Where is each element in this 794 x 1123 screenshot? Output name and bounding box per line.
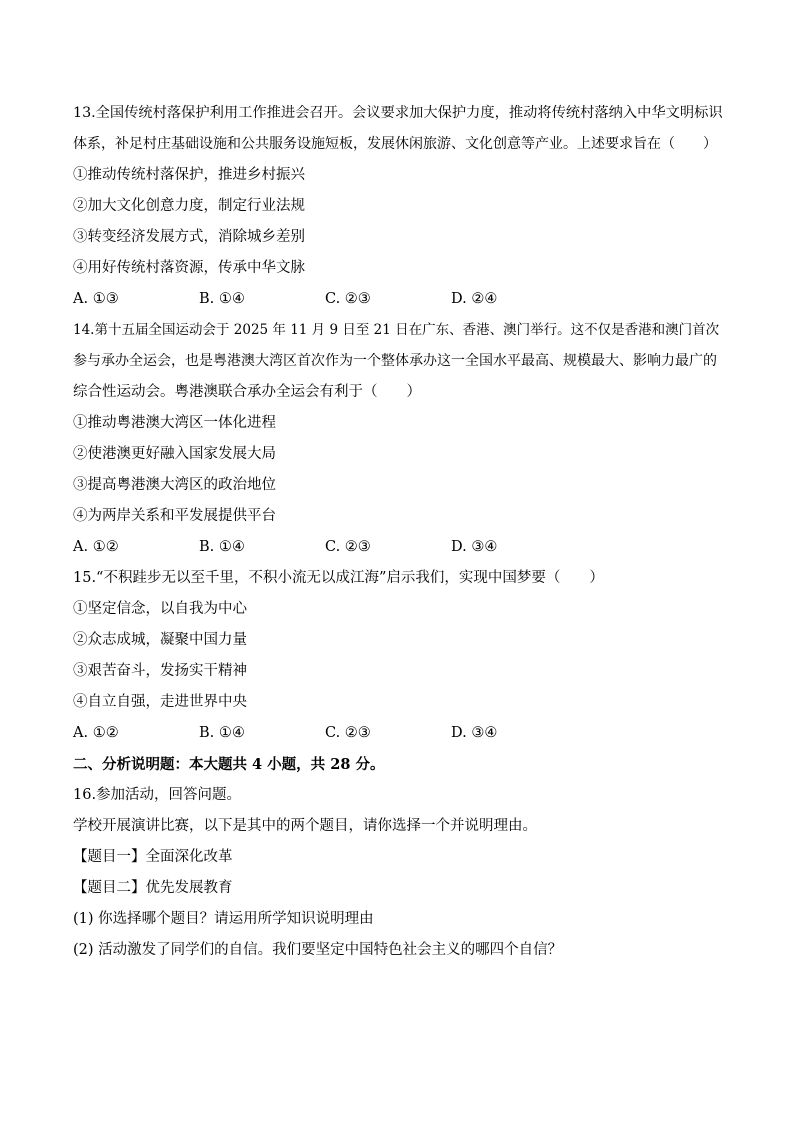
q16-subquestion-1: (1) 你选择哪个题目？请运用所学知识说明理由 [73, 911, 374, 927]
q14-item-4: ④为两岸关系和平发展提供平台 [73, 508, 276, 524]
q13-item-3: ③转变经济发展方式，消除城乡差别 [73, 229, 305, 245]
q15-option-d: D. ③④ [451, 725, 498, 741]
exam-page [73, 98, 723, 966]
question-16 [73, 780, 723, 966]
q13-option-b: B. ①④ [199, 291, 245, 307]
q14-stem-line-1: 14.第十五届全国运动会于 2025 年 11 月 9 日至 21 日在广东、香港、澳门举行。这不仅是香港和澳门首次 [73, 322, 720, 338]
q16-topic-1: 【题目一】全面深化改革 [73, 849, 233, 865]
q13-item-4: ④用好传统村落资源，传承中华文脉 [73, 260, 305, 276]
q15-option-c: C. ②③ [325, 725, 371, 741]
question-15 [73, 563, 723, 749]
q15-item-4: ④自立自强，走进世界中央 [73, 694, 247, 710]
q15-options [73, 718, 723, 749]
q14-stem-line-2: 参与承办全运会，也是粤港澳大湾区首次作为一个整体承办这一全国水平最高、规模最大、影响力最广的 [73, 353, 717, 369]
q13-options [73, 284, 723, 315]
q14-option-a: A. ①② [73, 539, 119, 555]
q16-stem: 16.参加活动，回答问题。 [73, 787, 242, 803]
q15-item-3: ③艰苦奋斗，发扬实干精神 [73, 663, 247, 679]
q15-stem-line-1: 15.“不积跬步无以至千里，不积小流无以成江海”启示我们，实现中国梦要（ ） [73, 570, 604, 586]
q14-option-b: B. ①④ [199, 539, 245, 555]
q14-stem-line-3: 综合性运动会。粤港澳联合承办全运会有利于（ ） [73, 384, 421, 400]
q14-item-1: ①推动粤港澳大湾区一体化进程 [73, 415, 276, 431]
q15-option-a: A. ①② [73, 725, 119, 741]
q13-item-1: ①推动传统村落保护，推进乡村振兴 [73, 167, 305, 183]
q13-item-2: ②加大文化创意力度，制定行业法规 [73, 198, 305, 214]
q14-options [73, 532, 723, 563]
q16-topic-2: 【题目二】优先发展教育 [73, 880, 233, 896]
question-14 [73, 315, 723, 563]
q14-item-3: ③提高粤港澳大湾区的政治地位 [73, 477, 276, 493]
q13-option-c: C. ②③ [325, 291, 371, 307]
q13-stem-line-2: 体系，补足村庄基础设施和公共服务设施短板，发展休闲旅游、文化创意等产业。上述要求旨在（ ） [73, 136, 717, 152]
q15-item-1: ①坚定信念，以自我为中心 [73, 601, 247, 617]
q13-option-d: D. ②④ [451, 291, 498, 307]
section-2-heading: 二、分析说明题：本大题共 4 小题，共 28 分。 [73, 756, 385, 773]
q13-option-a: A. ①③ [73, 291, 119, 307]
q16-subquestion-2: (2) 活动激发了同学们的自信。我们要坚定中国特色社会主义的哪四个自信？ [73, 942, 563, 958]
q16-intro: 学校开展演讲比赛，以下是其中的两个题目，请你选择一个并说明理由。 [73, 818, 537, 834]
q14-option-c: C. ②③ [325, 539, 371, 555]
q14-option-d: D. ③④ [451, 539, 498, 555]
q15-item-2: ②众志成城，凝聚中国力量 [73, 632, 247, 648]
q13-stem-line-1: 13.全国传统村落保护利用工作推进会召开。会议要求加大保护力度，推动将传统村落纳入中华文明标识 [73, 105, 723, 121]
q14-item-2: ②使港澳更好融入国家发展大局 [73, 446, 276, 462]
question-13 [73, 98, 723, 315]
q15-option-b: B. ①④ [199, 725, 245, 741]
